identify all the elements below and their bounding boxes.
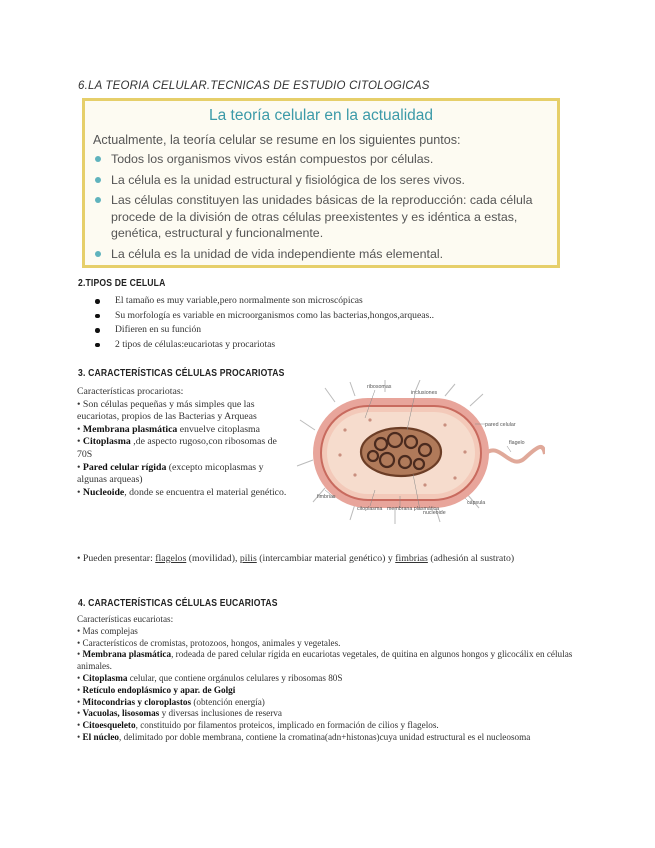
list-item: Difieren en su función: [95, 323, 434, 338]
label-capsula: cápsula: [467, 500, 486, 506]
nucleoid-shape: [361, 428, 441, 476]
bullet-icon: [95, 177, 101, 183]
label-inclusiones: inclusiones: [411, 390, 438, 396]
procariotas-structures: • Pueden presentar: flagelos (movilidad), pilis (intercambiar material genético) y fimbrias (adhesión al sustrato): [77, 553, 515, 564]
bullet-icon: [95, 251, 101, 257]
procariotas-text: Características procariotas: • Son células pequeñas y más simples que las eucariotas, propios de las Bacterias y Arqueas • Membrana plasmática envuelve citoplasma • Citoplasma ,de aspecto rugoso,con ribosomas de 70S • Pared celular rígida (excepto micoplasmas y algunas arqueas) • Nucleoide, donde se encuentra el material genético.: [77, 386, 287, 498]
label-ribosomas: ribosomas: [367, 384, 392, 390]
heading-section-6: 6.LA TEORIA CELULAR.TECNICAS DE ESTUDIO CITOLOGICAS: [78, 80, 430, 92]
bullet-icon: [95, 343, 100, 348]
label-citoplasma: citoplasma: [357, 506, 383, 512]
bullet-icon: [95, 299, 100, 304]
theory-box: [82, 98, 560, 268]
bacteria-diagram: [295, 380, 545, 530]
theory-point: La célula es la unidad de vida independiente más elemental.: [93, 246, 555, 263]
label-membrana: membrana plasmática: [387, 506, 440, 512]
theory-point: Todos los organismos vivos están compuestos por células.: [93, 151, 555, 168]
flagellum-shape: [485, 447, 545, 462]
eucariotas-text: Características eucariotas: • Mas complejas • Característicos de cromistas, protozoos, hongos, animales y vegetales. • Membrana plasmática, rodeada de pared celular rígida en eucariotas vegetales, de quitina en algunos hongos y glicocálix en células animales. • Citoplasma celular, que contiene orgánulos celulares y ribosomas 80S • Retículo endoplásmico y apar. de Golgi • Mitocondrias y cloroplastos (obtención energía) • Vacuolas, lisosomas y diversas inclusiones de reserva • Citoesqueleto, constituido por filamentos proteicos, implicado en formación de cilios y flagelos. • El núcleo, delimitado por doble membrana, contiene la cromatina(adn+histonas)cuya unidad estructural es el nucleosoma: [77, 614, 573, 742]
bullet-icon: [95, 156, 101, 162]
theory-points: [93, 151, 555, 266]
theory-point: Las células constituyen las unidades básicas de la reproducción: cada célula procede de la división de otras células preexistentes y es idéntica a estas, genética, estructural y funcionalmente.: [93, 192, 555, 242]
section-4-title: 4. CARACTERÍSTICAS CÉLULAS EUCARIOTAS: [78, 597, 278, 609]
list-item: 2 tipos de células:eucariotas y procariotas: [95, 338, 434, 353]
theory-box-intro: Actualmente, la teoría celular se resume en los siguientes puntos:: [93, 133, 461, 147]
section-2-title: 2.TIPOS DE CELULA: [78, 277, 166, 289]
label-flagelo: flagelo: [509, 440, 525, 446]
label-nucleoide: nucleoide: [423, 510, 446, 516]
list-item: El tamaño es muy variable,pero normalmente son microscópicas: [95, 294, 434, 309]
theory-point: La célula es la unidad estructural y fisiológica de los seres vivos.: [93, 172, 555, 189]
list-item: Su morfología es variable en microorganismos como las bacterias,hongos,arqueas..: [95, 309, 434, 324]
section-2-list: [95, 294, 434, 352]
bullet-icon: [95, 328, 100, 333]
bullet-icon: [95, 197, 101, 203]
bullet-icon: [95, 314, 100, 319]
theory-box-title: La teoría celular en la actualidad: [208, 107, 434, 124]
section-3-title: 3. CARACTERÍSTICAS CÉLULAS PROCARIOTAS: [78, 367, 285, 379]
label-pared-celular: pared celular: [485, 422, 516, 428]
label-fimbrias: fimbrias: [317, 494, 336, 500]
